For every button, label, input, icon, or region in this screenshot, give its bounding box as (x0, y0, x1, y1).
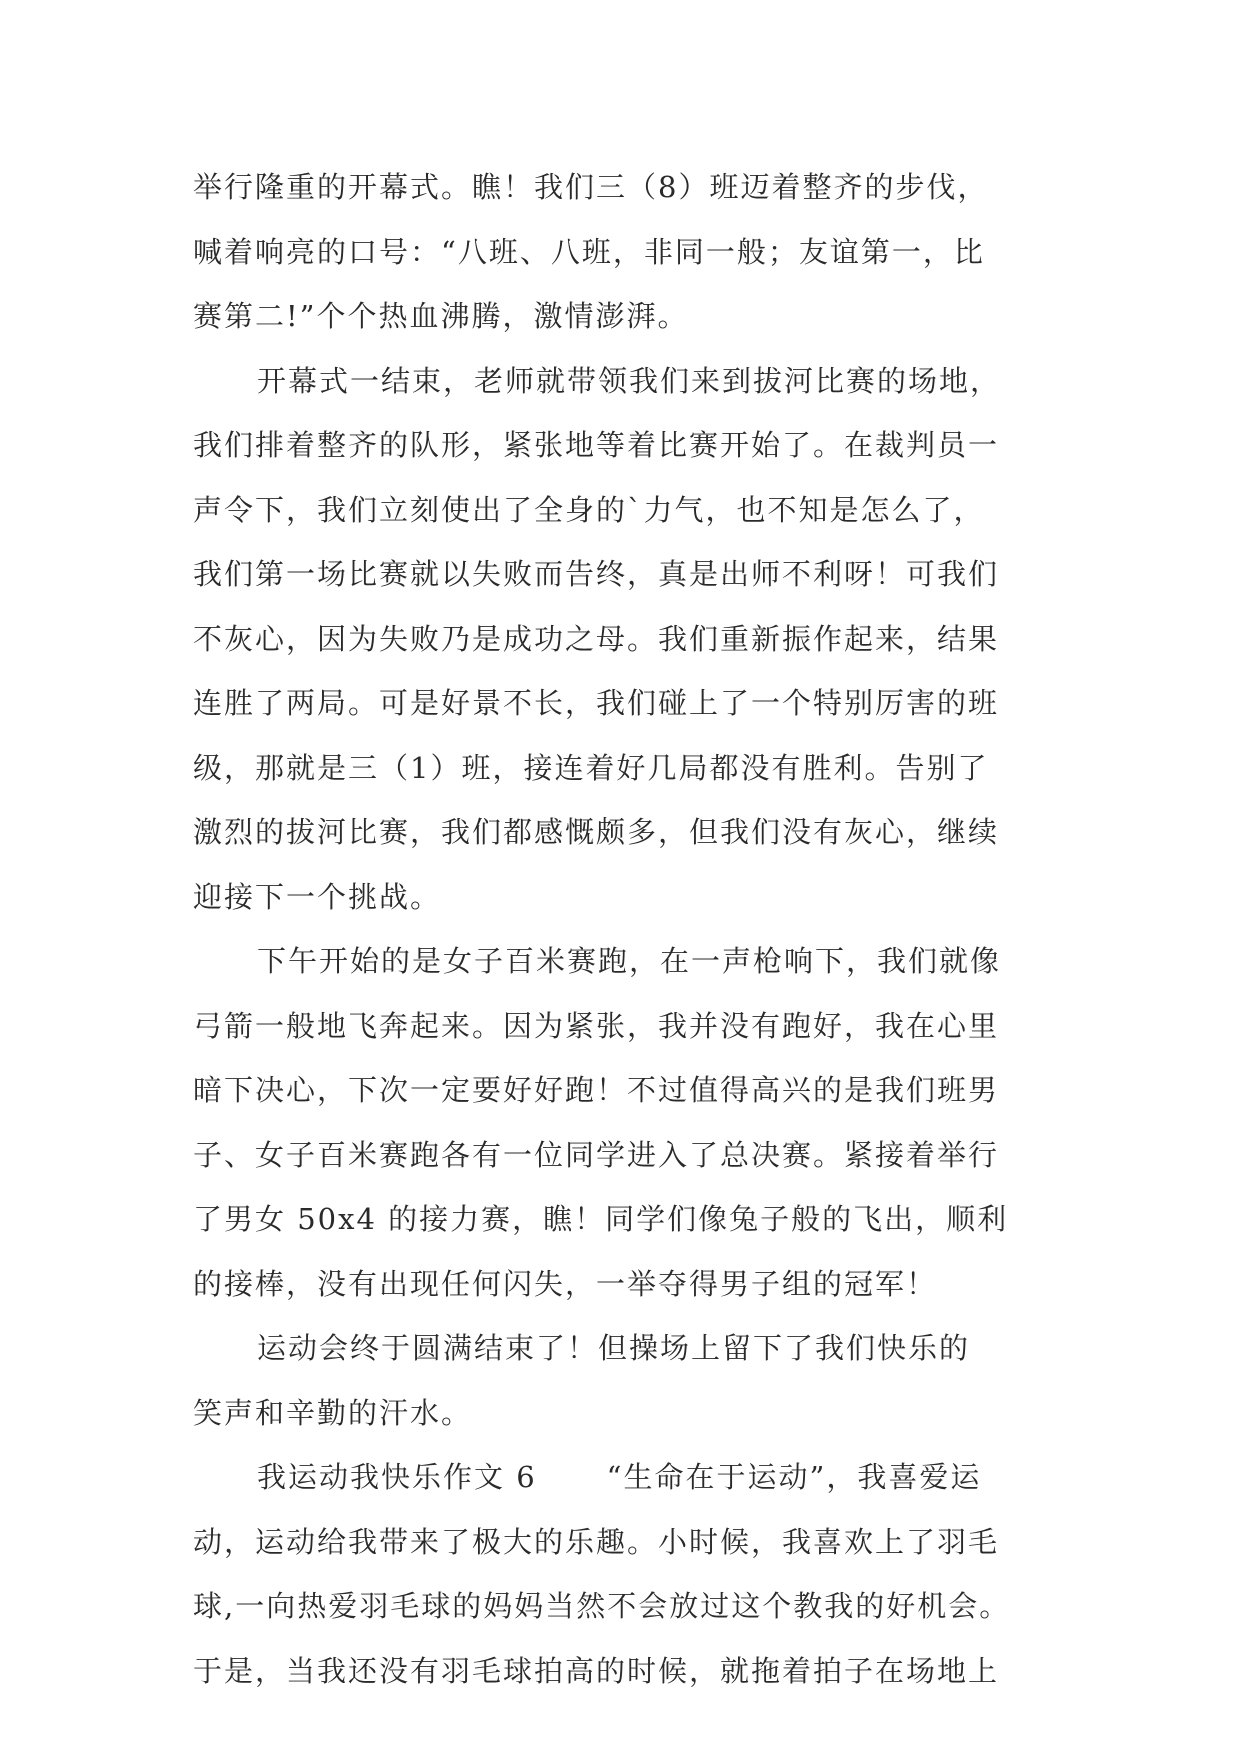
text-line: 弓箭一般地飞奔起来。因为紧张，我并没有跑好，我在心里 (193, 1008, 1000, 1043)
text-line: 激烈的拔河比赛，我们都感慨颇多，但我们没有灰心，继续 (193, 815, 1000, 849)
text-line: 动，运动给我带来了极大的乐趣。小时候，我喜欢上了羽毛 (193, 1524, 1000, 1559)
text-line: 我们排着整齐的队形，紧张地等着比赛开始了。在裁判员一 (193, 428, 1000, 462)
paragraph-start-line: 下午开始的是女子百米赛跑，在一声枪响下，我们就像 (257, 944, 1002, 978)
text-line: 了男女 50x4 的接力赛，瞧！同学们像兔子般的飞出，顺利 (193, 1202, 1009, 1236)
text-line: 于是，当我还没有羽毛球拍高的时候，就拖着拍子在场地上 (193, 1653, 1000, 1688)
essay-heading-line (193, 1445, 1055, 1510)
essay-body (193, 155, 1055, 1703)
text-line: 赛第二!”个个热血沸腾，激情澎湃。 (193, 299, 689, 333)
essay-heading-rest: “生命在于运动”，我喜爱运 (606, 1460, 982, 1494)
text-line: 我们第一场比赛就以失败而告终，真是出师不利呀！可我们 (193, 557, 1000, 591)
text-line: 笑声和辛勤的汗水。 (193, 1395, 473, 1430)
essay-heading-title: 我运动我快乐作文 6 (257, 1460, 537, 1494)
paragraph-start-line: 运动会终于圆满结束了！但操场上留下了我们快乐的 (257, 1331, 971, 1365)
text-line: 的接棒，没有出现任何闪失，一举夺得男子组的冠军！ (193, 1266, 938, 1301)
text-line: 球,一向热爱羽毛球的妈妈当然不会放过这个教我的好机会。 (193, 1589, 1011, 1623)
text-line: 暗下决心，下次一定要好好跑！不过值得高兴的是我们班男 (193, 1073, 1000, 1107)
paragraph-start-line: 开幕式一结束，老师就带领我们来到拔河比赛的场地， (257, 363, 1002, 398)
text-line: 连胜了两局。可是好景不长，我们碰上了一个特别厉害的班 (193, 686, 1000, 720)
text-line: 迎接下一个挑战。 (193, 879, 442, 914)
text-line: 喊着响亮的口号：“八班、八班，非同一般；友谊第一，比 (193, 234, 985, 269)
text-line: 声令下，我们立刻使出了全身的`力气，也不知是怎么了， (193, 492, 985, 527)
text-line: 子、女子百米赛跑各有一位同学进入了总决赛。紧接着举行 (193, 1137, 1000, 1172)
text-line: 级，那就是三（1）班，接连着好几局都没有胜利。告别了 (193, 750, 989, 785)
text-line: 举行隆重的开幕式。瞧！我们三（8）班迈着整齐的步伐， (193, 170, 989, 204)
text-line: 不灰心，因为失败乃是成功之母。我们重新振作起来，结果 (193, 621, 1000, 656)
